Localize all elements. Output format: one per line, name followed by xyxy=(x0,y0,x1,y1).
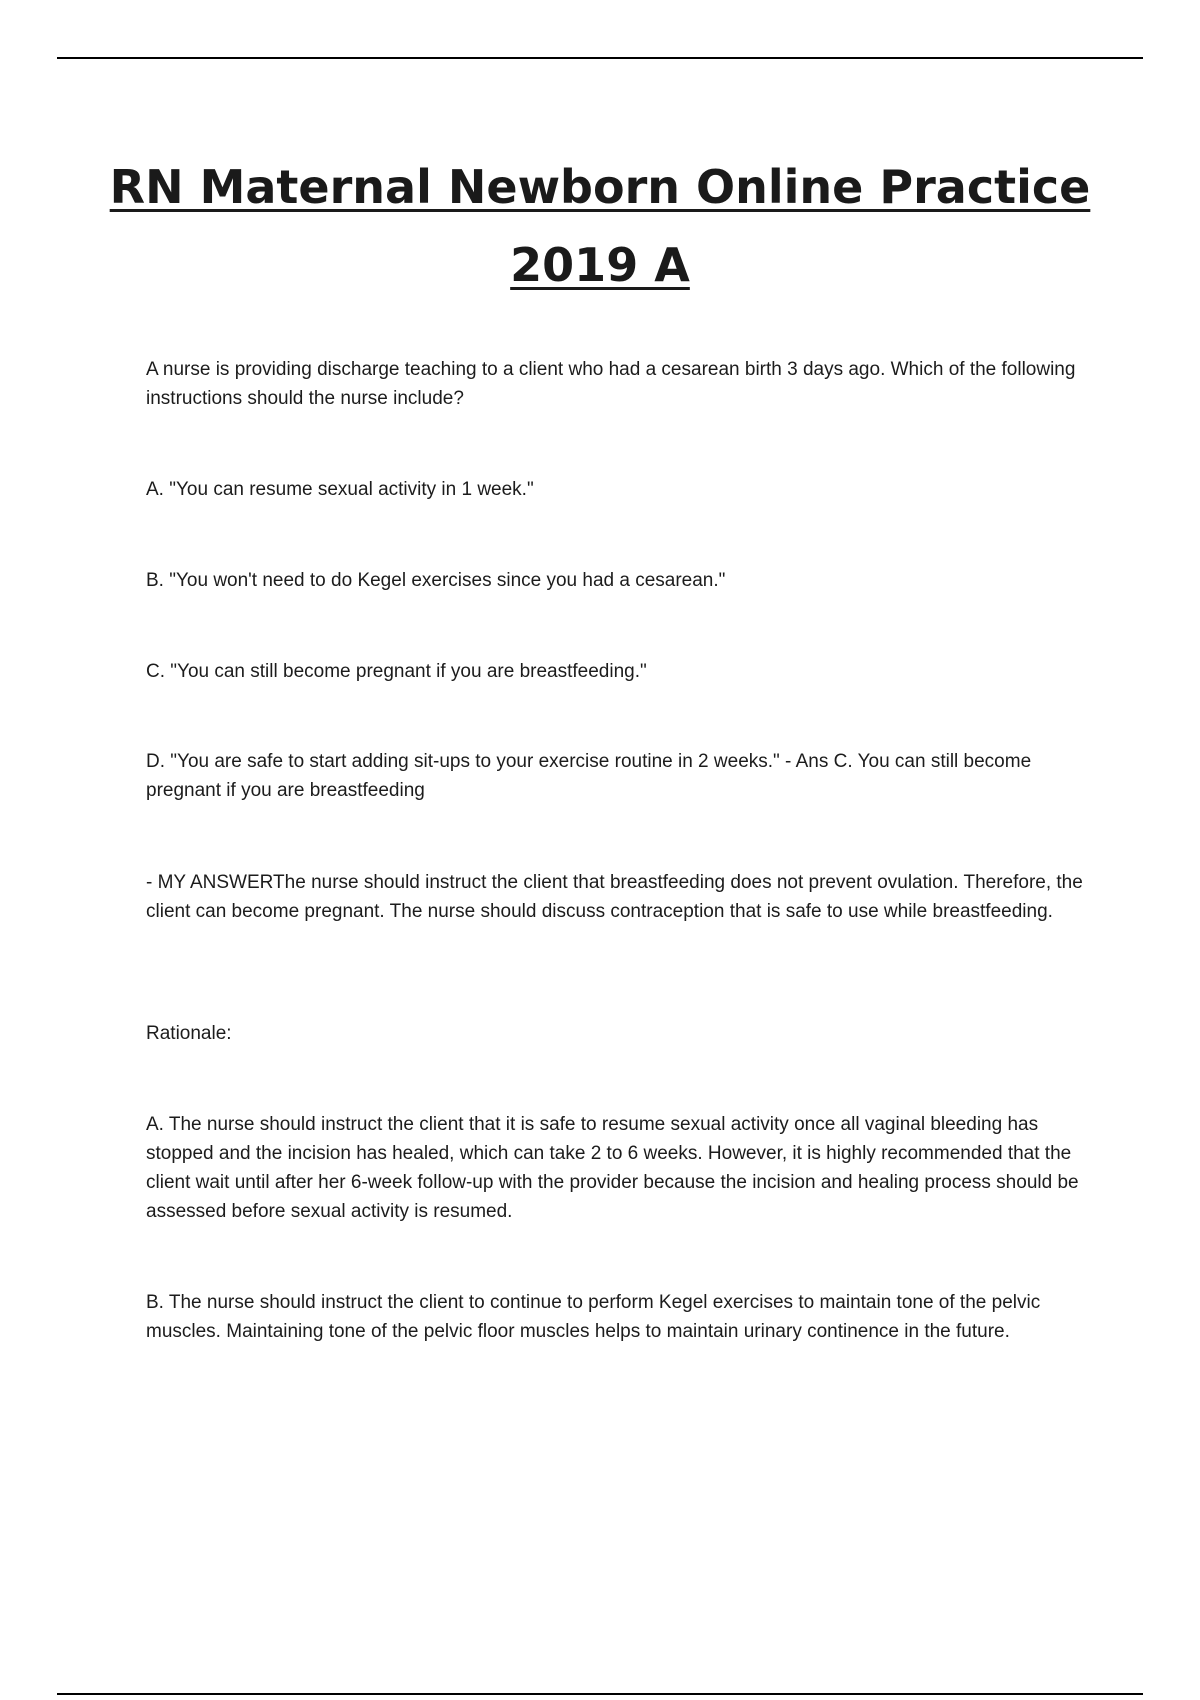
rationale-a: A. The nurse should instruct the client that it is safe to resume sexual activity once all vaginal bleeding has stopped and the incision has healed, which can take 2 to 6 weeks. However, it is highly recommended that the client wait until after her 6-week follow-up with the provider because the incision and healing process should be assessed before sexual activity is resumed. xyxy=(146,1114,1079,1222)
question-text: A nurse is providing discharge teaching to a client who had a cesarean birth 3 days ago. Which of the following instructions should the nurse include? xyxy=(146,359,1076,409)
title-line-1: RN Maternal Newborn Online Practice xyxy=(109,160,1091,214)
bottom-divider xyxy=(57,1693,1143,1695)
title-line-2: 2019 A xyxy=(510,238,690,292)
rationale-label: Rationale: xyxy=(146,1023,232,1044)
option-a: A. "You can resume sexual activity in 1 week." xyxy=(146,479,534,500)
rationale-b: B. The nurse should instruct the client to continue to perform Kegel exercises to maintain tone of the pelvic muscles. Maintaining tone of the pelvic floor muscles helps to maintain urinary continence in the future. xyxy=(146,1292,1041,1342)
top-divider xyxy=(57,57,1143,59)
option-d-with-answer: D. "You are safe to start adding sit-ups to your exercise routine in 2 weeks." - Ans C. You can still become pregnant if you are breastfeeding xyxy=(146,751,1032,801)
option-b: B. "You won't need to do Kegel exercises since you had a cesarean." xyxy=(146,570,726,591)
option-c: C. "You can still become pregnant if you are breastfeeding." xyxy=(146,661,647,682)
my-answer-text: - MY ANSWERThe nurse should instruct the client that breastfeeding does not prevent ovulation. Therefore, the client can become pregnant. The nurse should discuss contraception that is safe to use while breastfeeding. xyxy=(146,872,1083,922)
page-title xyxy=(0,148,1200,304)
